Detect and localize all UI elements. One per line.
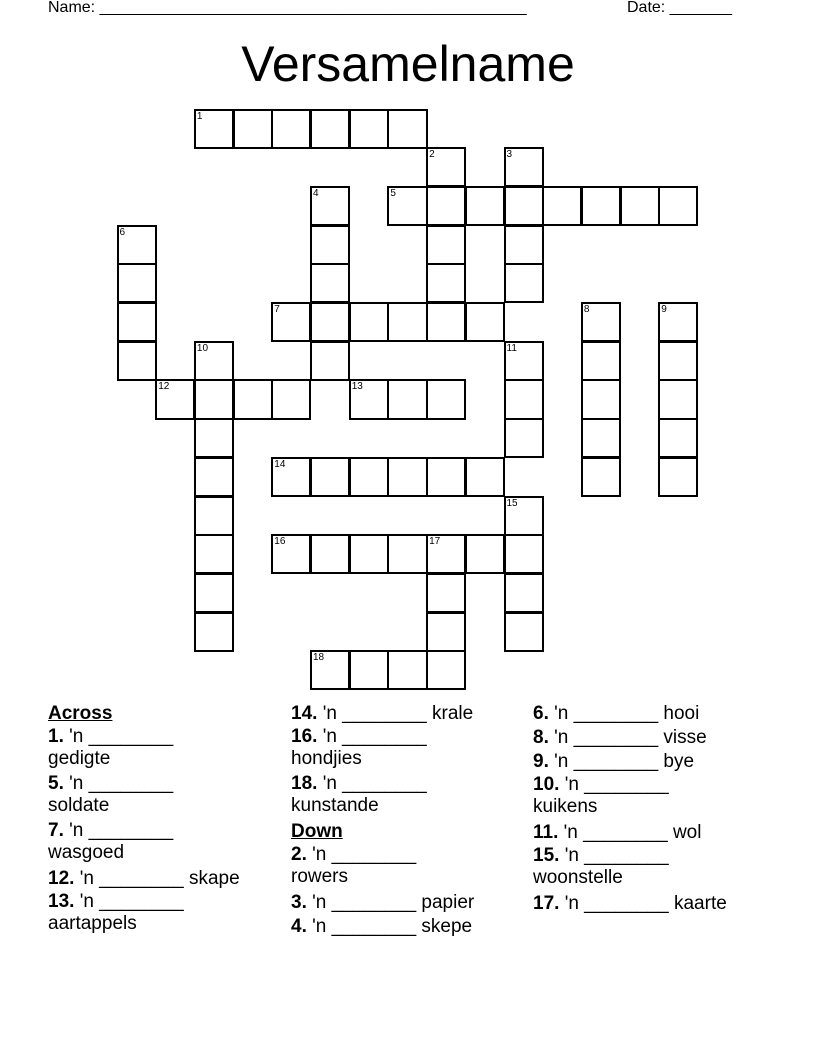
clue-number: 13 xyxy=(351,381,363,393)
clue-text-continued: hondjies xyxy=(291,748,362,769)
grid-cell[interactable] xyxy=(387,109,427,149)
clue-number-label: 5. xyxy=(48,773,64,794)
grid-cell[interactable] xyxy=(658,379,698,419)
clue-text: 'n ________ xyxy=(63,726,174,747)
clue-item xyxy=(48,773,240,817)
grid-cell[interactable] xyxy=(504,573,544,613)
clue-text-continued: woonstelle xyxy=(533,867,623,888)
clue-item xyxy=(48,726,240,770)
clue-text: 'n ________ xyxy=(63,773,174,794)
clue-item xyxy=(533,774,727,818)
grid-cell[interactable] xyxy=(194,457,234,497)
clue-number: 15 xyxy=(506,497,518,509)
clue-number: 14 xyxy=(274,458,286,470)
clue-number: 12 xyxy=(158,381,170,393)
grid-cell[interactable] xyxy=(194,379,234,419)
grid-cell[interactable] xyxy=(310,650,350,690)
grid-cell[interactable] xyxy=(426,534,466,574)
clue-text-continued: kunstande xyxy=(291,795,379,816)
clue-number-label: 8. xyxy=(533,727,549,748)
clue-item xyxy=(533,702,727,726)
grid-cell[interactable] xyxy=(310,457,350,497)
grid-cell[interactable] xyxy=(465,186,505,226)
grid-cell[interactable] xyxy=(658,418,698,458)
grid-cell[interactable] xyxy=(542,186,582,226)
clues-column-3 xyxy=(533,702,727,916)
grid-cell[interactable] xyxy=(310,534,350,574)
clue-text: 'n ________ xyxy=(63,820,174,841)
name-field[interactable]: Name: ________________________________________________ xyxy=(48,0,527,16)
grid-cell[interactable] xyxy=(194,418,234,458)
grid-cell[interactable] xyxy=(620,186,660,226)
clue-text-continued: gedigte xyxy=(48,748,111,769)
clue-number-label: 13. xyxy=(48,891,75,912)
grid-cell[interactable] xyxy=(349,534,389,574)
grid-cell[interactable] xyxy=(581,186,621,226)
grid-cell[interactable] xyxy=(387,534,427,574)
grid-cell[interactable] xyxy=(233,109,273,149)
clue-number-label: 4. xyxy=(291,916,307,937)
clue-number: 5 xyxy=(390,187,396,199)
grid-cell[interactable] xyxy=(504,496,544,536)
page-title: Versamelname xyxy=(241,36,575,92)
clue-item xyxy=(291,915,474,939)
grid-cell[interactable] xyxy=(504,186,544,226)
grid-cell[interactable] xyxy=(581,379,621,419)
clue-item xyxy=(291,891,474,915)
clue-text: 'n ________ xyxy=(306,844,417,865)
clue-text-continued: rowers xyxy=(291,866,349,887)
grid-cell[interactable] xyxy=(194,341,234,381)
clue-number: 10 xyxy=(196,342,209,354)
grid-cell[interactable] xyxy=(426,457,466,497)
grid-cell[interactable] xyxy=(387,457,427,497)
grid-cell[interactable] xyxy=(349,109,389,149)
clue-number-label: 16. xyxy=(291,726,318,747)
clue-number: 7 xyxy=(274,304,280,315)
clue-number-label: 18. xyxy=(291,773,318,794)
clue-item xyxy=(533,892,727,916)
grid-cell[interactable] xyxy=(117,263,157,303)
clue-number: 6 xyxy=(119,226,126,238)
clue-number-label: 17. xyxy=(533,893,560,914)
clue-number-label: 14. xyxy=(291,703,318,724)
clue-item xyxy=(48,891,240,935)
grid-cell[interactable] xyxy=(658,457,698,497)
clue-text-continued: wasgoed xyxy=(48,842,125,863)
grid-cell[interactable] xyxy=(387,650,427,690)
grid-cell[interactable] xyxy=(658,302,698,342)
clue-text-continued: aartappels xyxy=(48,913,137,934)
clue-text: 'n ________ kaarte xyxy=(559,893,727,914)
grid-cell[interactable] xyxy=(426,147,466,187)
clue-text: 'n ________ xyxy=(559,774,669,795)
clue-text: 'n ________ skape xyxy=(74,868,240,889)
clue-number: 9 xyxy=(661,304,667,315)
grid-cell[interactable] xyxy=(310,186,350,226)
grid-cell[interactable] xyxy=(465,457,505,497)
clue-number-label: 6. xyxy=(533,703,549,724)
clue-number: 18 xyxy=(313,652,325,664)
clue-text: 'n ________ hooi xyxy=(548,703,700,724)
grid-cell[interactable] xyxy=(581,418,621,458)
clue-text: 'n ________ xyxy=(74,891,184,912)
clue-section-heading: Down xyxy=(291,821,343,842)
grid-cell[interactable] xyxy=(426,263,466,303)
grid-cell[interactable] xyxy=(194,534,234,574)
grid-cell[interactable] xyxy=(117,341,157,381)
grid-cell[interactable] xyxy=(426,650,466,690)
grid-cell[interactable] xyxy=(310,302,350,342)
grid-cell[interactable] xyxy=(155,379,195,419)
grid-cell[interactable] xyxy=(349,457,389,497)
clue-item xyxy=(291,702,474,726)
grid-cell[interactable] xyxy=(271,302,311,342)
grid-cell[interactable] xyxy=(581,457,621,497)
grid-cell[interactable] xyxy=(658,186,698,226)
grid-cell[interactable] xyxy=(117,225,157,265)
clue-number: 16 xyxy=(274,536,286,548)
grid-cell[interactable] xyxy=(194,496,234,536)
grid-cell[interactable] xyxy=(349,379,389,419)
grid-cell[interactable] xyxy=(310,341,350,381)
clue-text: 'n ________ xyxy=(317,726,427,747)
grid-cell[interactable] xyxy=(426,612,466,652)
clue-item xyxy=(48,867,240,891)
grid-cell[interactable] xyxy=(194,109,234,149)
grid-cell[interactable] xyxy=(658,341,698,381)
grid-cell[interactable] xyxy=(194,612,234,652)
clue-item xyxy=(533,726,727,750)
grid-cell[interactable] xyxy=(349,650,389,690)
clue-section-heading: Across xyxy=(48,703,113,724)
clue-number-label: 3. xyxy=(291,892,307,913)
grid-cell[interactable] xyxy=(387,379,427,419)
clue-text: 'n ________ papier xyxy=(306,892,475,913)
grid-cell[interactable] xyxy=(387,186,427,226)
clue-text-continued: soldate xyxy=(48,795,110,816)
clue-number: 1 xyxy=(196,110,203,122)
grid-cell[interactable] xyxy=(271,109,311,149)
grid-cell[interactable] xyxy=(194,573,234,613)
grid-cell[interactable] xyxy=(271,379,311,419)
grid-cell[interactable] xyxy=(387,302,427,342)
grid-cell[interactable] xyxy=(465,534,505,574)
grid-cell[interactable] xyxy=(504,225,544,265)
grid-cell[interactable] xyxy=(426,302,466,342)
clue-item xyxy=(291,726,474,770)
grid-cell[interactable] xyxy=(504,534,544,574)
grid-cell[interactable] xyxy=(426,225,466,265)
clue-text: 'n ________ wol xyxy=(558,822,702,843)
date-field[interactable]: Date: _______ xyxy=(627,0,732,16)
clue-number: 11 xyxy=(506,342,517,354)
clue-text: 'n ________ xyxy=(317,773,427,794)
clue-number-label: 9. xyxy=(533,751,549,772)
clue-item xyxy=(533,845,727,889)
grid-cell[interactable] xyxy=(271,457,311,497)
clue-number-label: 11. xyxy=(533,822,559,843)
grid-cell[interactable] xyxy=(426,186,466,226)
clue-text: 'n ________ skepe xyxy=(306,916,473,937)
clue-number-label: 1. xyxy=(48,726,64,747)
clue-item xyxy=(533,821,727,845)
clue-number: 3 xyxy=(506,149,513,161)
grid-cell[interactable] xyxy=(581,302,621,342)
clue-number-label: 15. xyxy=(533,845,560,866)
clue-text: 'n ________ visse xyxy=(548,727,707,748)
clue-text: 'n ________ xyxy=(559,845,669,866)
grid-cell[interactable] xyxy=(349,302,389,342)
clue-number-label: 7. xyxy=(48,820,64,841)
grid-cell[interactable] xyxy=(426,573,466,613)
clue-item xyxy=(48,820,240,864)
clue-number-label: 12. xyxy=(48,868,75,889)
grid-cell[interactable] xyxy=(117,302,157,342)
clue-text: 'n ________ krale xyxy=(317,703,474,724)
grid-cell[interactable] xyxy=(504,612,544,652)
clues-column-2 xyxy=(291,702,474,939)
clue-number: 8 xyxy=(583,304,590,315)
clue-text-continued: kuikens xyxy=(533,796,598,817)
clue-item xyxy=(291,773,474,817)
grid-cell[interactable] xyxy=(310,225,350,265)
clue-item xyxy=(291,844,474,888)
grid-cell[interactable] xyxy=(271,534,311,574)
grid-cell[interactable] xyxy=(504,341,544,381)
grid-cell[interactable] xyxy=(426,379,466,419)
grid-cell[interactable] xyxy=(310,263,350,303)
clue-number-label: 10. xyxy=(533,774,560,795)
clue-number-label: 2. xyxy=(291,844,307,865)
grid-cell[interactable] xyxy=(310,109,350,149)
clue-number: 4 xyxy=(313,187,319,199)
clue-number: 2 xyxy=(429,149,435,161)
grid-cell[interactable] xyxy=(504,379,544,419)
clue-number: 17 xyxy=(429,536,441,548)
clues-column-1 xyxy=(48,702,240,938)
clue-text: 'n ________ bye xyxy=(548,751,695,772)
grid-cell[interactable] xyxy=(504,263,544,303)
grid-cell[interactable] xyxy=(504,418,544,458)
grid-cell[interactable] xyxy=(233,379,273,419)
grid-cell[interactable] xyxy=(465,302,505,342)
grid-cell[interactable] xyxy=(581,341,621,381)
clue-item xyxy=(533,750,727,774)
grid-cell[interactable] xyxy=(504,147,544,187)
